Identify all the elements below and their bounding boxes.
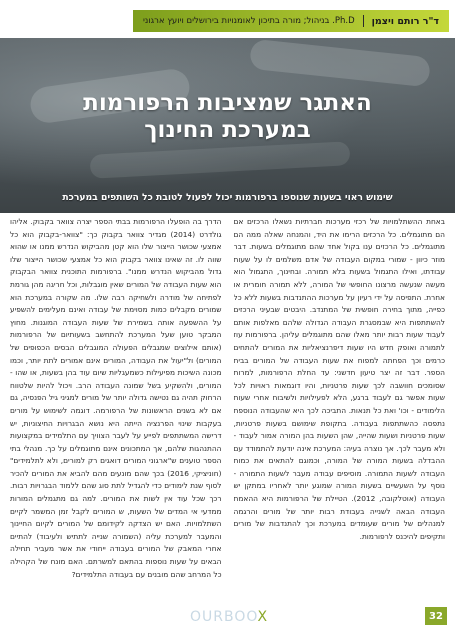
publisher-logo bbox=[190, 609, 268, 625]
author-box bbox=[133, 10, 449, 32]
hero-banner bbox=[0, 38, 455, 213]
author-name: ד"ר רותם ויצמן bbox=[371, 15, 439, 27]
author-role: Ph.D. בניהול; מורה בתיכון לאומנויות בירושלים ויועץ ארגוני bbox=[143, 16, 355, 26]
top-header-bar bbox=[0, 0, 455, 38]
article-title-line-1: האתגר שמציבות הרפורמות bbox=[83, 90, 372, 116]
column-text-right: באחת ההשתלמויות של רכזי מערכות חברתיות נשאלו הרכזים אם הם מתוגמלים. כל הרכזים הרימו את היד, והמנחה שאלה ממה הם מתוגמלים. כל הרכזים ענו בקול אחד שהם מתוגמלים בשעות. דבר מוזר כיוון - שמורי במקום העבודה של אדם משלמים לו על שעות עבודתו, ואילו התגמול בשעות בלא תמורה. ובחינוך, התגמול הוא מעשה שנעשה מרצונו החופשי של המורה, ללא תמורה חומרית או אחרת. התפיסה על ידי רעיון על מערכות ההתנדבות בשעות ללא כל כפייה, מתוך בחירה חופשית של המתנדב. היבטים שבעיני הרכזים להשתתפות היא שבמסגרת העבודה הגדולה שלהם מאלפות אותם לעבוד שעות רבות יותר מאלו שהם מתוגמלים עליהן. ברפורמות עוז לתמורה ואופק חדש היו שעות דיפרנציאליות את המורים להתחים כרמים וכך הפחתה למפוח את שעות העבודה של המורים בבית הספר. דבר זה יצר טיעון חדשני: עד החלת הרפורמות, למרות שסומכים חוושבה לכך שעות פרטניות, והיו דוגמאות ראויות לכל שעות אפשר גם לעבוד ברגע, הלא לפעילויות ולשיבוח אחרי שעות הלימודים - וכו' ואת כל תנאות. התביכה לכך היא שהעבודה הנוספת נתפסה כהשתתפות בעבודה. בתקופת שימושם בשעות פרטניות, שעות פרטניות ושעות שהייה, שהן השעות בהן המורה אמור לעבוד - ולא מעבר לכך. אך נוצרה בעיה: המערכת אינה יודעת להתמודד עם ההבדלה בשעות המורה של המורה, וכמוגם להתאים את כמות העבודה לשעות התמורה. מוסיפים עבודה מעבר לשעות התמורה - נוסף על השעשיים בשעות המורה שמוגע יותר לאחריו במתקן יש העבודה (אוטלקובה, 2012). הטיילת של הרפורמות היא ההאמת העבודה הבאה לשנייה בעבודת רבות יותר של מורים והרגמה למנהלים של מורים שעומדים במערכת וכך להתנדבות של מורים ותקיפים להיכנס לרפורמות. bbox=[233, 217, 445, 541]
logo-text-accent: X bbox=[257, 609, 269, 625]
article-column-right bbox=[234, 216, 446, 593]
article-column-left bbox=[10, 216, 222, 593]
page-number: 32 bbox=[425, 607, 447, 625]
page-footer bbox=[0, 595, 455, 631]
article-subtitle: שימוש ראוי בשעות שנוספו ברפורמות יכול לפעול לטובת כל השותפים במערכת bbox=[62, 192, 393, 203]
article-title bbox=[0, 90, 455, 144]
author-divider bbox=[363, 15, 364, 27]
logo-text-main: OURBOO bbox=[190, 609, 258, 625]
hero-background-decoration bbox=[90, 141, 351, 179]
column-text-left: הדרך בה הופעלו הרפורמות בבתי הספר יצרה צוואר בקבוק. אליהו גולדרט (2014) מגדיר צוואר בקבוק כך: "צוואר-בקבוק הוא כל אמצעי שכושר הייצור שלו הוא קטן מהביקוש הנדרש ממנו או שהוא שווה לו. זה שאינו צוואר בקבוק הוא כל אמצעי שכושר הייצור שלו גדול מהביקוש הנדרש ממנו". ברפורמות התוכנית צוואר הבקבוק הוא שעות העבודה של המורים שאין מוגבלות, וכל חריגה מהן גורמת לפתיחה של מודרה ולשחיקה רבה שלו. מה שקורה במערכת הוא שמורים מקבלים כמות מסוימת של עבודה ואינם מעלימים להשפיע על ההשפעה אותה בשמירת של שעות העבודה המוגנות. מחוץ המבקר טוען שעל המערכת להתחשב בשעותיום של הרפורמות (אותם אילוצים שמגבלים הפעולה המוגבלים הבסים הכפופים של המורים) ול"יעול את העבודה, המורים אינם אמורים לתת יותר, וכמו מכונה השיכות מפיעילות כשמעגליות שיום עוד בהן בשעות, או שהו - המורים, ולהשקיע בשל שמונה העבודה הרב. ויכול להיות שלטווח הרחוק תהיה גם נטישה גדולה יותר של מורים למגיני גיל הפנסיה, גם אם לא בשנים הראשונות של הרפורמה. דוגמה לשימוש על מורים בעקבות שינוי הפרנציה הייתה היא נושא הבגרויות החיצוניות, יש דרישה המשתתפים לפייע על לעבר הצוויך עם התלמידים במקצועות ההתנהגות שלהם, אך המתכונים אינם מתוגמלים על כך. מנהלי בתי הספר טוענים ש"ארגוני המורים דואגים רק למורים, ולא לתלמידים" (חוניציקי, 2016) בכך שהם מונעים מהם להביא את המורים להכיר לסוף שנת לימודים כדי להגדיל לתת סוג שהם ללמוד הבגרויות רבות. רכך שכל עוד אין לשות את המורים. למה גם מתגמלים המורות ממדעי אי המדים של השעות, ש המורים לקבל זמן המשמר לקיים השתלמויות. האם יש הצדקה לקידומם של המורים לקיום החיינוך והמעבר למערכת עליה (השמורה שנייה לתתיש ולעיבוד) להתיים אחרי המאבק של המורים בעבודה ייחודי את אשר מעביר תחילה הבאים על שעות נוספות בהתאם למשרתם. האם מונח של הקהילה כל המרחב שהם מובנים עם בעבודה התלמידים? bbox=[10, 217, 222, 579]
article-body bbox=[10, 216, 445, 593]
article-title-line-2: במערכת החינוך bbox=[144, 117, 311, 143]
hero-background-decoration bbox=[249, 39, 431, 88]
